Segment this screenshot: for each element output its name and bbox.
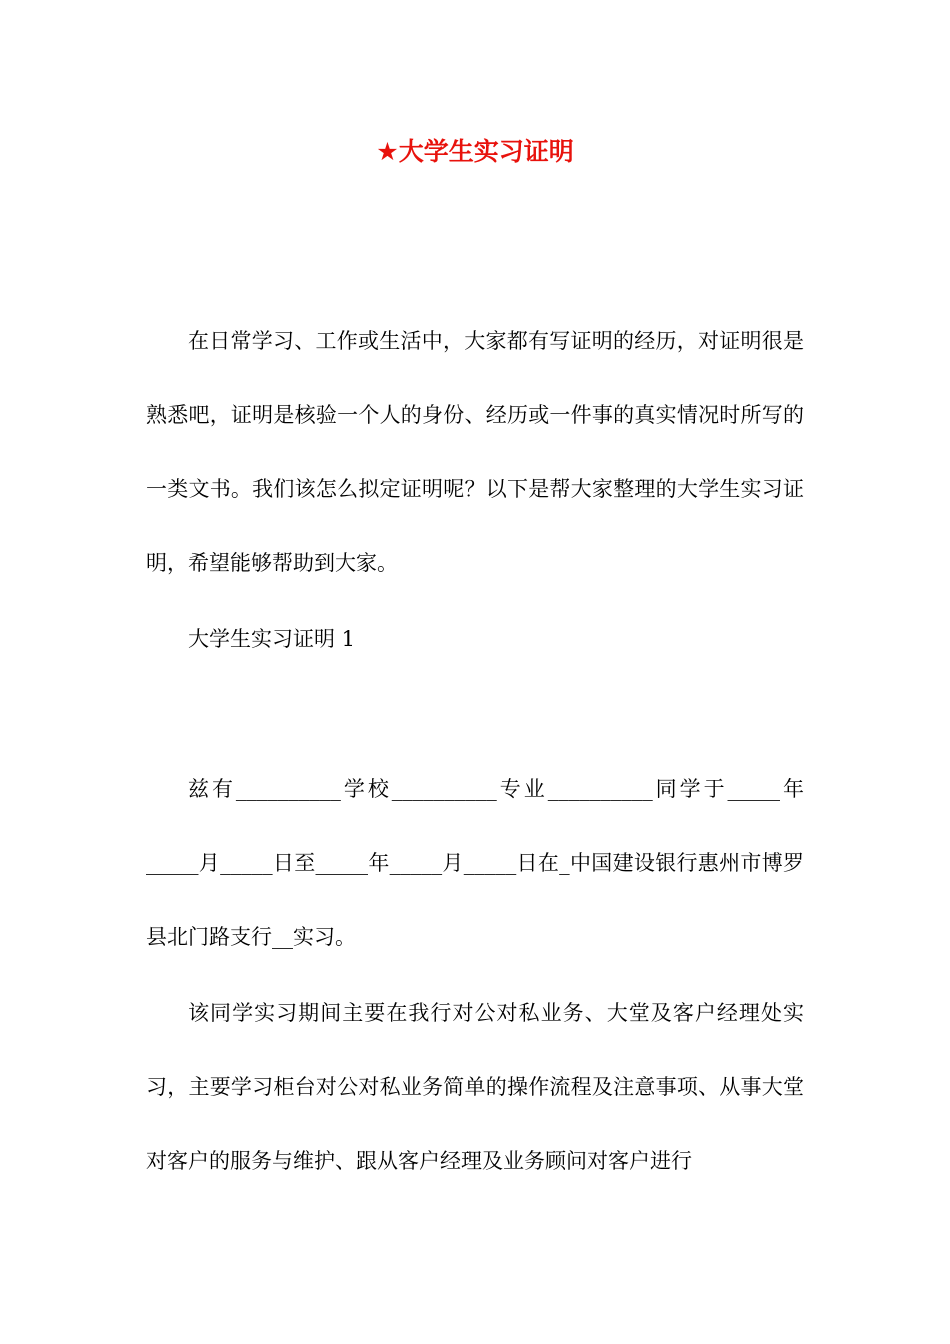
internship-detail-paragraph: 该同学实习期间主要在我行对公对私业务、大堂及客户经理处实习，主要学习柜台对公对私业务简单的操作流程及注意事项、从事大堂对客户的服务与维护、跟从客户经理及业务顾问对客户进行	[146, 1001, 804, 1173]
certificate-paragraph: 兹有__________学校__________专业__________同学于_____年_____月_____日至_____年_____月_____日在_中国建设银行惠州市博罗县北门路支行__实习。	[146, 777, 804, 949]
section-heading: 大学生实习证明 1	[188, 627, 356, 651]
intro-paragraph: 在日常学习、工作或生活中，大家都有写证明的经历，对证明很是熟悉吧，证明是核验一个人的身份、经历或一件事的真实情况时所写的一类文书。我们该怎么拟定证明呢？以下是帮大家整理的大学生实习证明，希望能够帮助到大家。	[146, 329, 804, 575]
document-title: ★大学生实习证明	[376, 137, 574, 166]
